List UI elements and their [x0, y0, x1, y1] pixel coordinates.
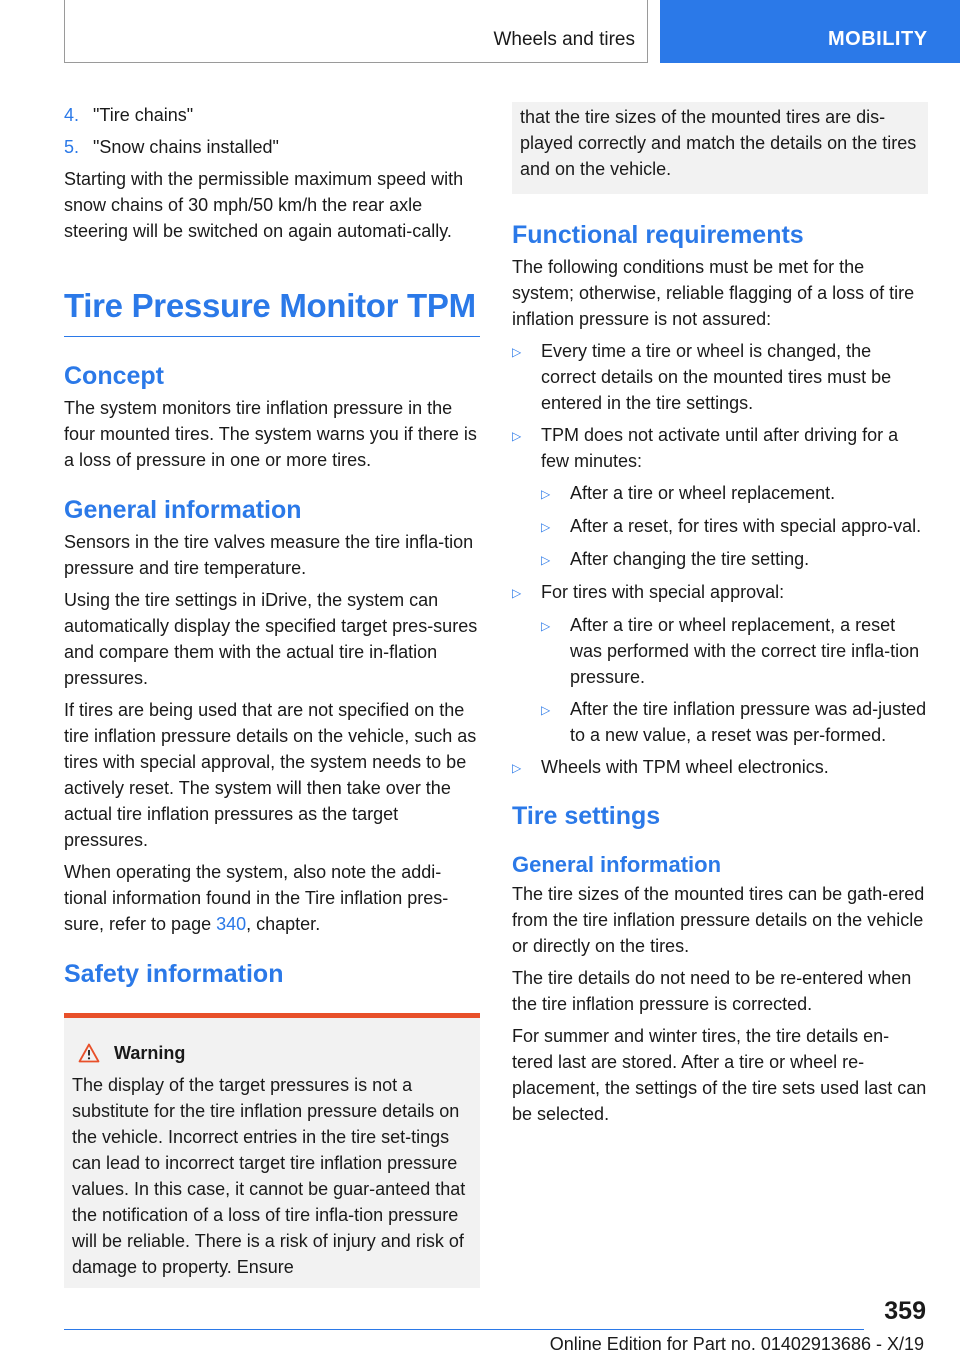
concept-paragraph: The system monitors tire inflation pressure in the four mounted tires. The system warns you if there is a loss of pressure in one or more tires.	[64, 398, 477, 470]
bullet-text: Wheels with TPM wheel electronics.	[541, 757, 829, 777]
bullet-triangle-icon: ▷	[512, 345, 522, 359]
warning-title: Warning	[114, 1043, 186, 1063]
functional-intro: The following conditions must be met for the system; otherwise, reliable flagging of a loss of tire inflation pressure is not assured:	[512, 257, 915, 329]
bullet-item	[512, 422, 928, 474]
bullet-triangle-icon: ▷	[541, 487, 551, 501]
sub-bullet-text: After a tire or wheel replacement, a reset was performed with the correct tire infla‐tion pressure.	[570, 615, 920, 687]
warning-box	[64, 1013, 480, 1288]
tire-settings-heading: Tire settings	[512, 802, 661, 830]
warning-triangle-icon	[78, 1043, 100, 1063]
list-text: "Tire chains"	[93, 105, 194, 125]
list-number: 5.	[64, 137, 80, 157]
sub-bullet-item	[512, 513, 928, 540]
header-section-title: Wheels and tires	[493, 29, 635, 50]
bullet-triangle-icon: ▷	[512, 586, 522, 600]
sub-bullet-text: After the tire inflation pressure was ad‐justed to a new value, a reset was per‐formed.	[570, 699, 927, 745]
sub-bullet-text: After a tire or wheel replacement.	[570, 483, 836, 503]
bullet-triangle-icon: ▷	[541, 619, 551, 633]
warning-continued-text: that the tire sizes of the mounted tires are dis‐played correctly and match the details on the tires and on the vehicle.	[520, 107, 917, 179]
header-chapter-label: MOBILITY	[828, 28, 928, 50]
functional-requirements-heading: Functional requirements	[512, 221, 804, 249]
bullet-text: For tires with special approval:	[541, 582, 785, 602]
left-column	[64, 102, 480, 1288]
bullet-triangle-icon: ▷	[512, 761, 522, 775]
warning-text: The display of the target pressures is not a substitute for the tire inflation pressure details on the vehicle. Incorrect entries in the tire set‐tings can lead to incorrect target tire inflation pressure values. In this case, it cannot be guar‐anteed that the notification of a loss of tire infla‐tion pressure will be reliable. There is a risk of injury and risk of damage to property. Ensure	[72, 1075, 466, 1277]
bullet-item	[512, 754, 928, 781]
footer-edition: Online Edition for Part no. 01402913686 - X/19	[549, 1334, 924, 1354]
general-paragraph: Sensors in the tire valves measure the tire infla‐tion pressure and tire temperature.	[64, 532, 474, 578]
header-chapter-tab[interactable]	[660, 0, 960, 63]
bullet-text: Every time a tire or wheel is changed, the correct details on the mounted tires must be entered in the tire settings.	[541, 341, 892, 413]
list-item	[64, 102, 480, 128]
bullet-triangle-icon: ▷	[541, 553, 551, 567]
concept-heading: Concept	[64, 362, 164, 390]
page-number: 359	[884, 1297, 926, 1325]
list-item	[64, 134, 480, 160]
sub-bullet-item	[512, 612, 928, 690]
bullet-text: TPM does not activate until after driving for a few minutes:	[541, 425, 899, 471]
list-number: 4.	[64, 105, 80, 125]
right-column	[512, 102, 928, 1133]
safety-heading: Safety information	[64, 960, 284, 988]
sub-bullet-item	[512, 480, 928, 507]
page-reference-link[interactable]: 340	[216, 914, 247, 934]
general-paragraph: Using the tire settings in iDrive, the system can automatically display the specified target pres‐sures and compare them with the actual tire in‐flation pressures.	[64, 590, 478, 688]
sub-bullet-text: After changing the tire setting.	[570, 549, 810, 569]
page-title: Tire Pressure Monitor TPM	[64, 286, 480, 337]
tire-settings-paragraph: For summer and winter tires, the tire details en‐tered last are stored. After a tire or wheel re‐placement, the settings of the tire sets used last can be selected.	[512, 1026, 927, 1124]
bullet-item	[512, 579, 928, 606]
warning-title-row	[72, 1040, 472, 1066]
operating-text: When operating the system, also note the addi‐tional information found in the Tire inflation pres‐sure, refer to page	[64, 862, 449, 934]
bullet-item	[512, 338, 928, 416]
sub-bullet-item	[512, 546, 928, 573]
tire-settings-paragraph: The tire details do not need to be re-entered when the tire inflation pressure is corrected.	[512, 968, 912, 1014]
tire-settings-general-heading: General information	[512, 852, 722, 877]
sub-bullet-text: After a reset, for tires with special appro‐val.	[570, 516, 922, 536]
general-info-heading: General information	[64, 496, 302, 524]
intro-paragraph: Starting with the permissible maximum speed with snow chains of 30 mph/50 km/h the rear axle steering will be switched on again automati‐cally.	[64, 169, 464, 241]
general-paragraph: If tires are being used that are not specified on the tire inflation pressure details on the vehicle, such as tires with special approval, the system needs to be actively reset. The system will then take over the actual tire inflation pressures as the target pressures.	[64, 700, 477, 850]
footer-divider	[64, 1329, 864, 1330]
warning-box-continued	[512, 102, 928, 194]
bullet-triangle-icon: ▷	[541, 703, 551, 717]
bullet-triangle-icon: ▷	[541, 520, 551, 534]
bullet-triangle-icon: ▷	[512, 429, 522, 443]
sub-bullet-item	[512, 696, 928, 748]
operating-text-end: , chapter.	[246, 914, 321, 934]
tire-settings-paragraph: The tire sizes of the mounted tires can be gath‐ered from the tire inflation pressure details on the vehicle or directly on the tires.	[512, 884, 925, 956]
operating-paragraph	[64, 859, 480, 937]
list-text: "Snow chains installed"	[93, 137, 279, 157]
